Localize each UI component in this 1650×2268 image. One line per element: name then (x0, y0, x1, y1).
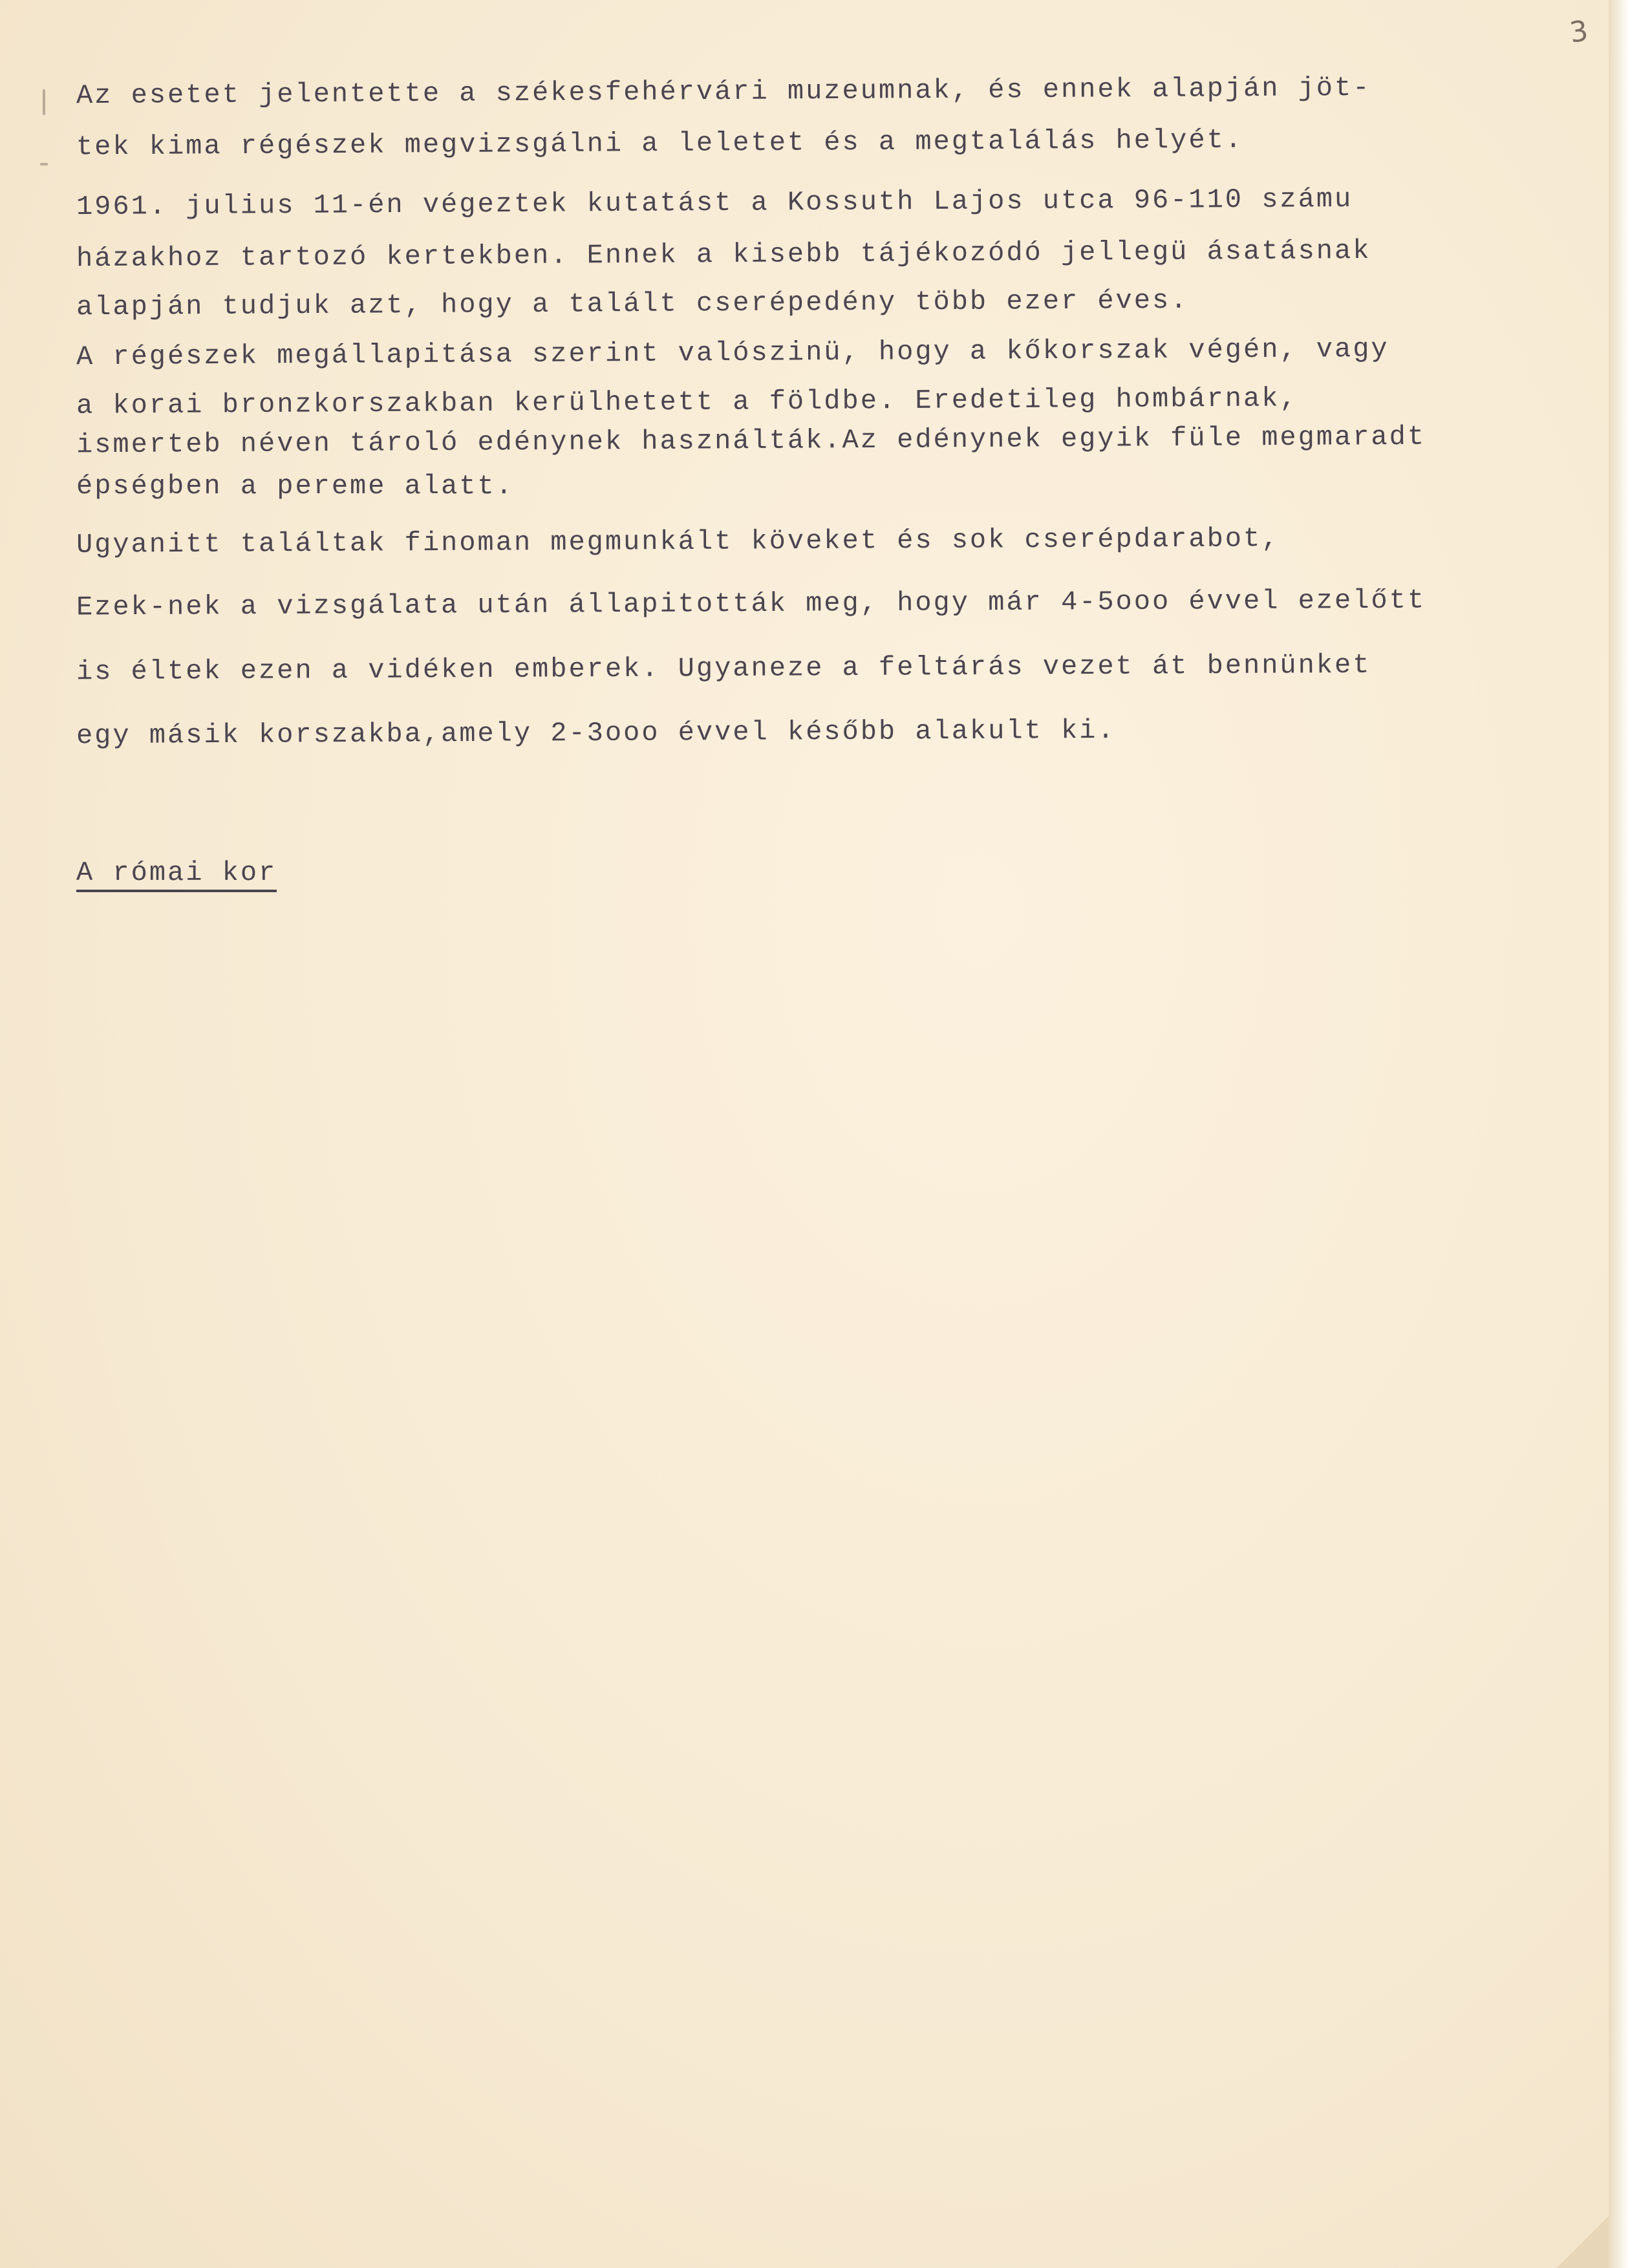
sheet-edge (1609, 0, 1629, 2268)
text-line: a korai bronzkorszakban kerülhetett a földbe. Eredetileg hombárnak, (76, 383, 1298, 422)
page-number: 3 (1567, 14, 1591, 50)
text-line: tek kima régészek megvizsgálni a leletet és a megtalálás helyét. (76, 124, 1244, 163)
text-line: is éltek ezen a vidéken emberek. Ugyaneze a feltárás vezet át bennünket (76, 649, 1371, 688)
margin-mark (40, 163, 48, 166)
text-line: házakhoz tartozó kertekben. Ennek a kisebb tájékozódó jellegü ásatásnak (76, 235, 1371, 275)
section-heading: A római kor (76, 857, 277, 892)
text-line: ismerteb néven tároló edénynek használták.Az edénynek egyik füle megmaradt (76, 421, 1426, 461)
margin-mark (43, 89, 45, 115)
text-line: 1961. julius 11-én végeztek kutatást a Kossuth Lajos utca 96-110 számu (76, 183, 1353, 223)
text-line: egy másik korszakba,amely 2-3ooo évvel később alakult ki. (76, 714, 1116, 752)
text-line: A régészek megállapitása szerint valószinü, hogy a kőkorszak végén, vagy (76, 333, 1389, 373)
text-line: Az esetet jelentette a székesfehérvári muzeumnak, és ennek alapján jöt- (76, 72, 1371, 112)
text-line: Ezek-nek a vizsgálata után állapitották meg, hogy már 4-5ooo évvel ezelőtt (76, 584, 1426, 623)
corner-curl (1557, 2216, 1609, 2268)
text-line: alapján tudjuk azt, hogy a talált cserépedény több ezer éves. (76, 284, 1189, 323)
text-line: épségben a pereme alatt. (76, 471, 514, 502)
text-line: Ugyanitt találtak finoman megmunkált köveket és sok cserépdarabot, (76, 523, 1280, 561)
